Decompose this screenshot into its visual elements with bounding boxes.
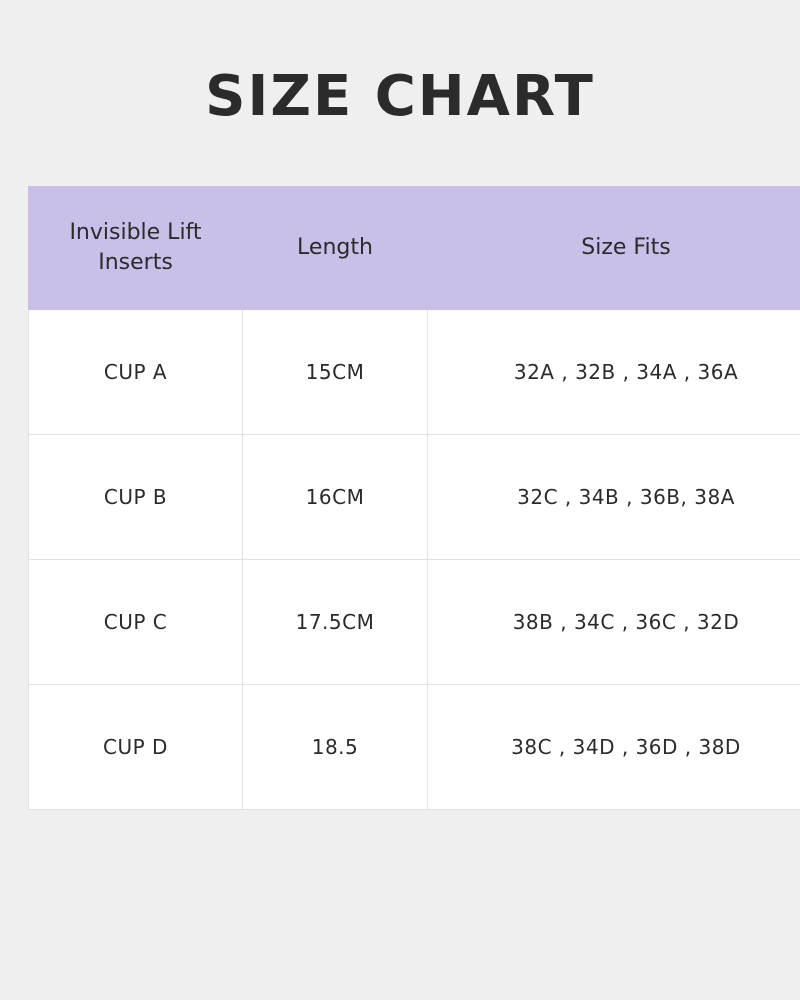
size-chart-table-container — [28, 186, 773, 810]
cell-size-fits: 38B , 34C , 36C , 32D — [428, 560, 800, 685]
cell-cup: CUP A — [29, 310, 243, 435]
cell-cup: CUP D — [29, 685, 243, 810]
cell-size-fits: 32A , 32B , 34A , 36A — [428, 310, 800, 435]
size-chart-table — [28, 186, 800, 810]
cell-length: 17.5CM — [243, 560, 428, 685]
column-header-length: Length — [243, 187, 428, 310]
cell-size-fits: 38C , 34D , 36D , 38D — [428, 685, 800, 810]
table-row — [29, 685, 800, 810]
table-row — [29, 435, 800, 560]
table-body — [29, 310, 800, 810]
cell-length: 18.5 — [243, 685, 428, 810]
column-header-inserts: Invisible Lift Inserts — [29, 187, 243, 310]
cell-cup: CUP C — [29, 560, 243, 685]
column-header-size-fits: Size Fits — [428, 187, 800, 310]
table-header-row — [29, 187, 800, 310]
cell-cup: CUP B — [29, 435, 243, 560]
cell-length: 16CM — [243, 435, 428, 560]
cell-length: 15CM — [243, 310, 428, 435]
table-row — [29, 560, 800, 685]
page-title: SIZE CHART — [205, 64, 595, 129]
cell-size-fits: 32C , 34B , 36B, 38A — [428, 435, 800, 560]
table-row — [29, 310, 800, 435]
table-header — [29, 187, 800, 310]
